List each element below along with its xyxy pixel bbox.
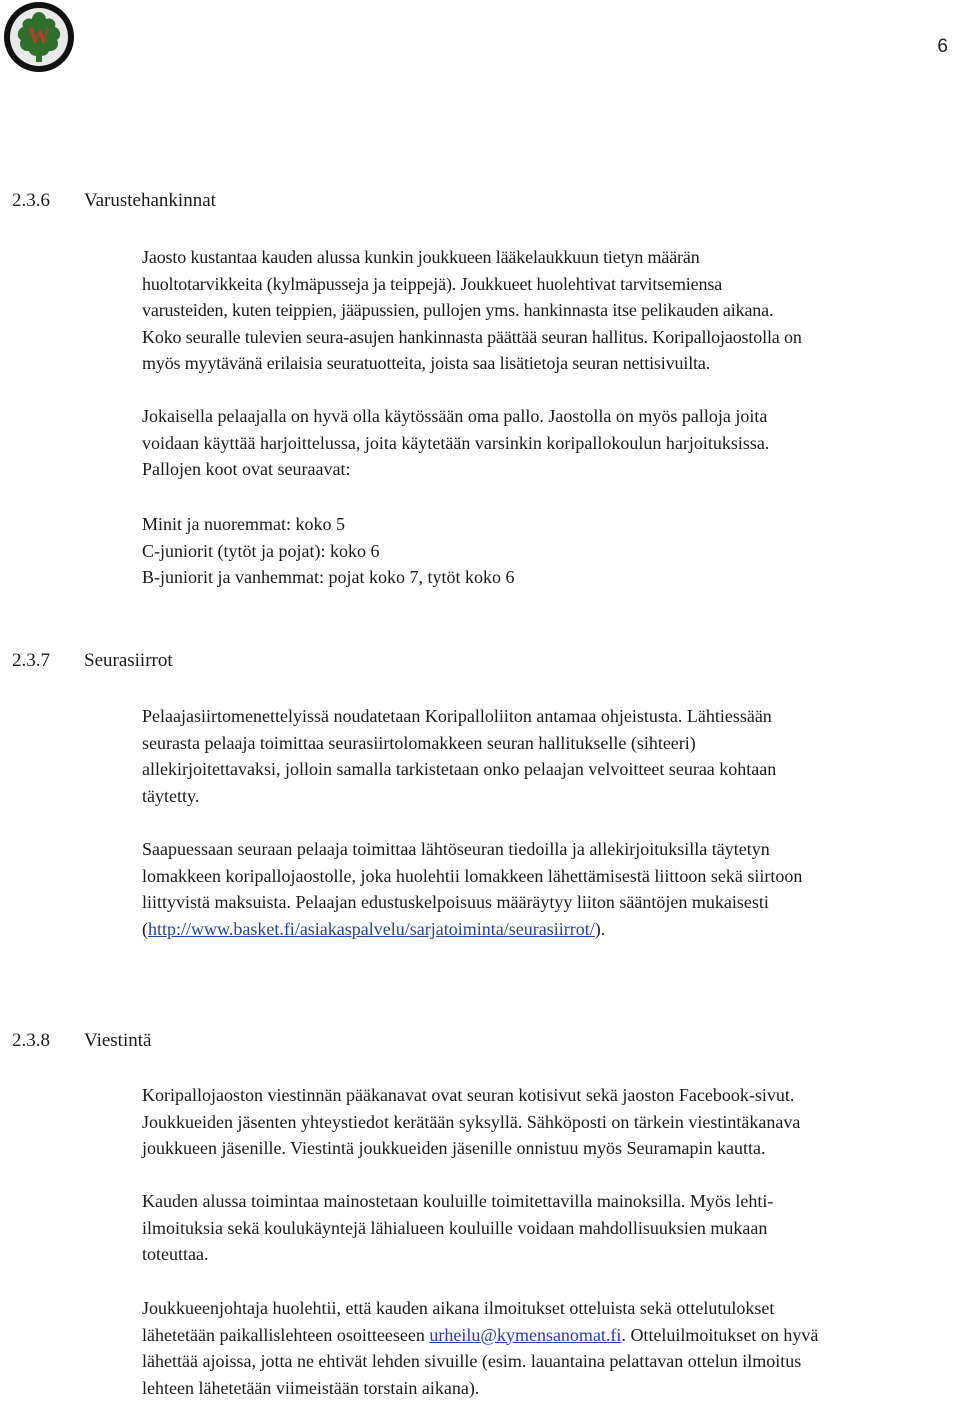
section-heading-seurasiirrot <box>12 650 173 672</box>
section-heading-viestinta <box>12 1030 151 1052</box>
email-prefix: lähetetään paikallislehteen osoitteeseen <box>142 1324 430 1345</box>
logo-trunk <box>36 52 42 62</box>
paragraph: Jaosto kustantaa kauden alussa kunkin joukkueen lääkelaukkuun tietyn määrän huoltotarvikkeita (kylmäpusseja ja teippejä). Joukkueet huolehtivat tarvitsemiensa varusteiden, kuten teippien, jääpussien, pullojen yms. hankinnasta itse pelikauden aikana. Koko seuralle tulevien seura-asujen hankinnasta päättää seuran hallitus. Koripallojaostolla on myös myytävänä erilaisia seuratuotteita, joista saa lisätietoja seuran nettisivuilta. <box>142 247 802 373</box>
paragraph: Kauden alussa toimintaa mainostetaan kouluille toimitettavilla mainoksilla. Myös lehti- ilmoituksia sekä koulukäyntejä lähialueen kouluille voidaan mahdollisuuksien mukaan toteuttaa. <box>142 1191 774 1264</box>
email-link[interactable]: urheilu@kymensanomat.fi <box>429 1324 622 1345</box>
section-title: Seurasiirrot <box>84 650 173 671</box>
paragraph: Saapuessaan seuraan pelaaja toimittaa lähtöseuran tiedoilla ja allekirjoituksilla täytetyn lomakkeen koripallojaostolle, joka huolehtii lomakkeen lähettämisestä liittoon sekä siirtoon liittyvistä maksuista. Pelaajan edustuskelpoisuus määräytyy liiton sääntöjen mukaisesti <box>142 839 803 912</box>
email-line <box>142 1322 952 1349</box>
paragraph: Joukkueenjohtaja huolehtii, että kauden aikana ilmoitukset otteluista sekä ottelutulokset <box>142 1298 775 1318</box>
ball-size-list: Minit ja nuoremmat: koko 5 C-juniorit (tytöt ja pojat): koko 6 B-juniorit ja vanhemmat: pojat koko 7, tytöt koko 6 <box>142 514 515 587</box>
seurasiirrot-link[interactable]: http://www.basket.fi/asiakaspalvelu/sarjatoiminta/seurasiirrot/ <box>148 919 595 939</box>
paragraph: Pelaajasiirtomenettelyissä noudatetaan Koripalloliiton antamaa ohjeistusta. Lähtiessään seurasta pelaaja toimittaa seurasiirtolomakkeen seuran hallitukselle (sihteeri) allekirjoitettavaksi, jolloin samalla tarkistetaan onko pelaajan velvoitteet seuraa kohtaan täytetty. <box>142 706 777 806</box>
section-title: Viestintä <box>84 1030 152 1051</box>
section-heading-varustehankinnat <box>12 190 216 212</box>
section-number: 2.3.8 <box>12 1030 50 1051</box>
paragraph: lähettää ajoissa, jotta ne ehtivät lehden sivuille (esim. lauantaina pelattavan ottelun ilmoitus lehteen lähetetään viimeistään torstain aikana). <box>142 1351 802 1398</box>
logo-letter: W <box>28 23 50 48</box>
link-suffix: ). <box>594 919 606 939</box>
section-number: 2.3.7 <box>12 650 50 671</box>
section-number: 2.3.6 <box>12 190 50 211</box>
paragraph: Koripallojaoston viestinnän pääkanavat ovat seuran kotisivut sekä jaoston Facebook-sivut. Joukkueiden jäsenten yhteystiedot kerätään syksyllä. Sähköposti on tärkein viestintäkanava joukkueen jäsenille. Viestintä joukkueiden jäsenille onnistuu myös Seuramapin kautta. <box>142 1085 801 1158</box>
page-number: 6 <box>937 36 948 57</box>
email-suffix: . Otteluilmoitukset on hyvä <box>621 1324 819 1345</box>
club-logo <box>2 0 76 74</box>
link-prefix: ( <box>142 919 148 939</box>
section-title: Varustehankinnat <box>84 190 216 211</box>
link-line <box>142 916 952 943</box>
paragraph: Jokaisella pelaajalla on hyvä olla käytössään oma pallo. Jaostolla on myös palloja joita voidaan käyttää harjoittelussa, joita käytetään varsinkin koripallokoulun harjoituksissa. Pallojen koot ovat seuraavat: <box>142 406 770 479</box>
